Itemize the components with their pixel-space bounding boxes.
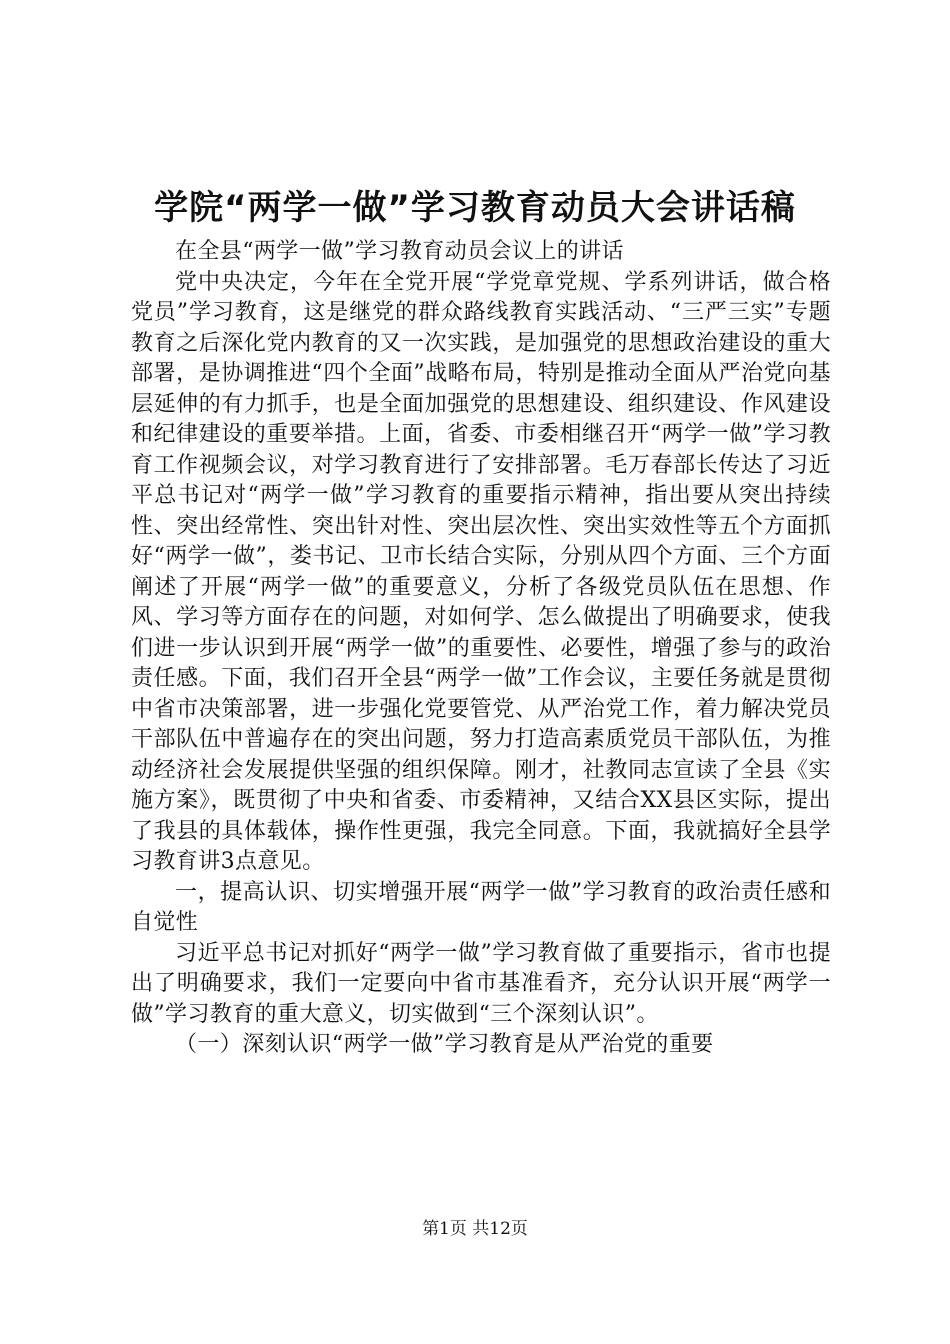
- paragraph-section-body: 习近平总书记对抓好“两学一做”学习教育做了重要指示，省市也提出了明确要求，我们一定要向中省市基准看齐，充分认识开展“两学一做”学习教育的重大意义，切实做到“三个深刻认识”。: [131, 940, 831, 1027]
- document-body: [131, 237, 831, 1061]
- paragraph-intro: 党中央决定，今年在全党开展“学党章党规、学系列讲话，做合格党员”学习教育，这是继党的群众路线教育实践活动、“三严三实”专题教育之后深化党内教育的又一次实践，是加强党的思想政治建设的重大部署，是协调推进“四个全面”战略布局，特别是推动全面从严治党向基层延伸的有力抓手，也是全面加强党的思想建设、组织建设、作风建设和纪律建设的重要举措。上面，省委、市委相继召开“两学一做”学习教育工作视频会议，对学习教育进行了安排部署。毛万春部长传达了习近平总书记对“两学一做”学习教育的重要指示精神，指出要从突出持续性、突出经常性、突出针对性、突出层次性、突出实效性等五个方面抓好“两学一做”，娄书记、卫市长结合实际，分别从四个方面、三个方面阐述了开展“两学一做”的重要意义，分析了各级党员队伍在思想、作风、学习等方面存在的问题，对如何学、怎么做提出了明确要求，使我们进一步认识到开展“两学一做”的重要性、必要性，增强了参与的政治责任感。下面，我们召开全县“两学一做”工作会议，主要任务就是贯彻中省市决策部署，进一步强化党要管党、从严治党工作，着力解决党员干部队伍中普遍存在的突出问题，努力打造高素质党员干部队伍，为推动经济社会发展提供坚强的组织保障。刚才，社教同志宣读了全县《实施方案》，既贯彻了中央和省委、市委精神，又结合XX县区实际，提出了我县的具体载体，操作性更强，我完全同意。下面，我就搞好全县学习教育讲3点意见。: [131, 269, 831, 874]
- paragraph-subtitle: 在全县“两学一做”学习教育动员会议上的讲话: [175, 239, 624, 264]
- paragraph-section-heading: 一，提高认识、切实增强开展“两学一做”学习教育的政治责任感和自觉性: [131, 879, 831, 935]
- paragraph-subsection-heading: （一）深刻认识“两学一做”学习教育是从严治党的重要: [175, 1032, 714, 1057]
- document-title: 学院“两学一做”学习教育动员大会讲话稿: [154, 188, 796, 228]
- page-number-footer: 第1页 共12页: [422, 1219, 528, 1239]
